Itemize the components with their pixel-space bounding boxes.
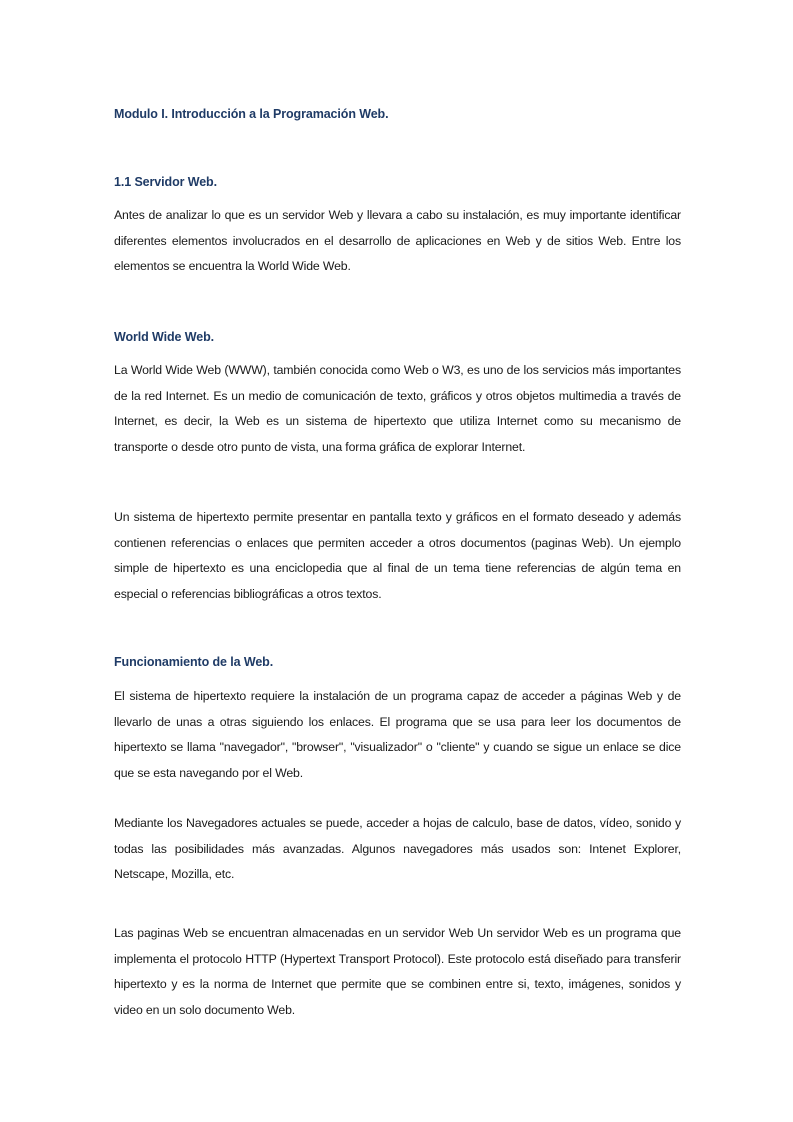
paragraph-hipertexto: Un sistema de hipertexto permite presentar en pantalla texto y gráficos en el formato deseado y además contienen referencias o enlaces que permiten acceder a otros documentos (paginas Web). Un ejemplo simple de hipertexto es una enciclopedia que al final de un tema tiene referencias de algún tema en especial o referencias bibliográficas a otros textos.	[114, 510, 681, 601]
document-title: Modulo I. Introducción a la Programación Web.	[114, 107, 389, 121]
section-heading-world-wide-web: World Wide Web.	[114, 330, 215, 344]
paragraph-navegador: El sistema de hipertexto requiere la instalación de un programa capaz de acceder a páginas Web y de llevarlo de unas a otras siguiendo los enlaces. El programa que se usa para leer los documentos de hipertexto se llama "navegador", "browser", "visualizador" o "cliente" y cuando se sigue un enlace se dice que se esta navegando por el Web.	[114, 689, 681, 780]
section-heading-servidor-web: 1.1 Servidor Web.	[114, 175, 217, 189]
paragraph-servidor-web-intro: Antes de analizar lo que es un servidor Web y llevara a cabo su instalación, es muy importante identificar diferentes elementos involucrados en el desarrollo de aplicaciones en Web y de sitios Web. Entre los elementos se encuentra la World Wide Web.	[114, 208, 681, 273]
paragraph-servidor-http: Las paginas Web se encuentran almacenadas en un servidor Web Un servidor Web es un programa que implementa el protocolo HTTP (Hypertext Transport Protocol). Este protocolo está diseñado para transferir hipertexto y es la norma de Internet que permite que se combinen entre si, texto, imágenes, sonidos y video en un solo documento Web.	[114, 926, 681, 1017]
paragraph-www-definition: La World Wide Web (WWW), también conocida como Web o W3, es uno de los servicios más importantes de la red Internet. Es un medio de comunicación de texto, gráficos y otros objetos multimedia a través de Internet, es decir, la Web es un sistema de hipertexto que utiliza Internet como su mecanismo de transporte o desde otro punto de vista, una forma gráfica de explorar Internet.	[114, 363, 681, 454]
section-heading-funcionamiento: Funcionamiento de la Web.	[114, 655, 274, 669]
paragraph-navegadores-actuales: Mediante los Navegadores actuales se puede, acceder a hojas de calculo, base de datos, vídeo, sonido y todas las posibilidades más avanzadas. Algunos navegadores más usados son: Intenet Explorer, Netscape, Mozilla, etc.	[114, 816, 681, 881]
